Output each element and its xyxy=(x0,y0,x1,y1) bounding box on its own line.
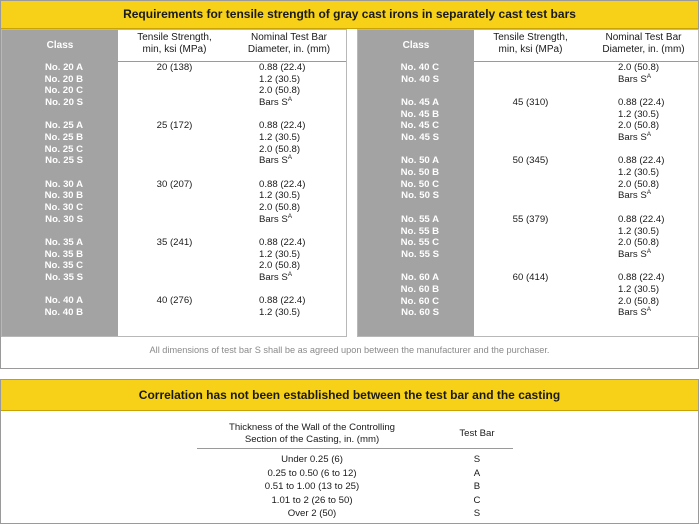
diameter-text: 2.0 (50.8) xyxy=(618,178,660,190)
diameter-cell xyxy=(259,144,300,156)
diameter-text: 1.2 (30.5) xyxy=(618,108,660,120)
diameter-text: 1.2 (30.5) xyxy=(259,307,301,319)
diameter-cell xyxy=(259,307,300,319)
diameter-text: Bars S xyxy=(618,190,647,202)
table-row xyxy=(1,507,698,520)
diameter-cell xyxy=(259,202,300,214)
class-cell: No. 50 B xyxy=(400,167,439,179)
table-row xyxy=(2,190,346,202)
table-row xyxy=(358,190,698,202)
diameter-cell xyxy=(259,260,300,272)
class-cell: No. 60 A xyxy=(400,272,439,284)
table-row xyxy=(2,155,346,167)
header-test-bar-diameter: Nominal Test Bar Diameter, in. (mm) xyxy=(247,32,331,55)
table-row xyxy=(2,74,346,86)
diameter-text: 0.88 (22.4) xyxy=(259,120,306,132)
diameter-text: 2.0 (50.8) xyxy=(259,260,301,272)
correlation-table xyxy=(0,379,699,524)
diameter-cell xyxy=(259,155,292,167)
tensile-cell: 60 (414) xyxy=(512,272,549,284)
class-cell: No. 25 C xyxy=(44,143,83,155)
tensile-cell: 35 (241) xyxy=(156,236,193,248)
table-row xyxy=(358,226,698,238)
class-cell: No. 60 B xyxy=(400,283,439,295)
diameter-cell xyxy=(618,120,659,132)
diameter-cell xyxy=(259,214,292,226)
diameter-text: 1.2 (30.5) xyxy=(618,167,660,179)
tensile-cell: 20 (138) xyxy=(156,62,193,73)
diameter-text: 1.2 (30.5) xyxy=(259,73,301,85)
class-cell: No. 50 A xyxy=(400,155,439,167)
class-cell: No. 45 S xyxy=(401,131,439,143)
footnote-marker: A xyxy=(287,95,293,103)
header-test-bar: Test Bar xyxy=(459,428,495,439)
header-class: Class xyxy=(46,40,74,51)
thickness-cell: 0.51 to 1.00 (13 to 25) xyxy=(264,481,360,492)
tensile-cell: 50 (345) xyxy=(512,155,549,167)
class-cell: No. 60 S xyxy=(401,307,439,319)
diameter-cell xyxy=(259,74,300,86)
diameter-text: 2.0 (50.8) xyxy=(259,201,301,213)
diameter-text: Bars S xyxy=(259,96,288,108)
class-cell: No. 20 B xyxy=(44,73,83,85)
table1-right-panel xyxy=(357,29,699,337)
diameter-cell xyxy=(618,249,651,261)
class-cell: No. 30 S xyxy=(45,213,83,225)
diameter-text: Bars S xyxy=(618,307,647,319)
header-wall-thickness: Thickness of the Wall of the Controlling Section of the Casting, in. (mm) xyxy=(228,422,395,445)
diameter-cell xyxy=(618,109,659,121)
class-cell: No. 45 A xyxy=(400,96,439,108)
table-row xyxy=(2,179,346,191)
class-cell: No. 20 A xyxy=(44,62,83,73)
class-cell: No. 50 S xyxy=(401,190,439,202)
class-cell: No. 45 C xyxy=(400,120,439,132)
diameter-cell xyxy=(259,179,305,191)
class-cell: No. 55 A xyxy=(400,213,439,225)
class-cell: No. 35 S xyxy=(45,271,83,283)
table-row xyxy=(358,109,698,121)
table-row xyxy=(2,85,346,97)
table-row xyxy=(2,272,346,284)
class-cell: No. 55 B xyxy=(400,225,439,237)
diameter-cell xyxy=(618,167,659,179)
diameter-cell xyxy=(618,214,664,226)
diameter-cell xyxy=(259,85,300,97)
diameter-text: 1.2 (30.5) xyxy=(618,225,660,237)
table1-title: Requirements for tensile strength of gray cast irons in separately cast test bars xyxy=(1,1,698,29)
diameter-text: 0.88 (22.4) xyxy=(618,155,665,167)
test-bar-cell: S xyxy=(473,454,481,465)
diameter-text: 2.0 (50.8) xyxy=(259,143,301,155)
class-cell: No. 50 C xyxy=(400,178,439,190)
table-row xyxy=(1,467,698,480)
class-cell: No. 20 S xyxy=(45,96,83,108)
table-row xyxy=(358,272,698,284)
diameter-text: 2.0 (50.8) xyxy=(259,85,301,97)
diameter-cell xyxy=(618,132,651,144)
class-cell: No. 25 A xyxy=(44,120,83,132)
class-cell: No. 20 C xyxy=(44,85,83,97)
table-row xyxy=(2,260,346,272)
test-bar-cell: S xyxy=(473,508,481,519)
diameter-text: Bars S xyxy=(618,248,647,260)
tensile-cell: 30 (207) xyxy=(156,178,193,190)
table2-title: Correlation has not been established between the test bar and the casting xyxy=(1,380,698,411)
diameter-cell xyxy=(618,74,651,86)
footnote-marker: A xyxy=(646,72,652,80)
diameter-cell xyxy=(618,284,659,296)
diameter-text: 2.0 (50.8) xyxy=(618,120,660,132)
diameter-cell xyxy=(618,190,651,202)
table-row xyxy=(2,144,346,156)
class-cell: No. 35 C xyxy=(44,260,83,272)
diameter-text: 2.0 (50.8) xyxy=(618,295,660,307)
thickness-cell: 1.01 to 2 (26 to 50) xyxy=(271,494,353,506)
diameter-cell xyxy=(259,295,305,307)
correlation-body xyxy=(1,411,698,523)
class-cell: No. 40 S xyxy=(401,73,439,85)
class-cell: No. 45 B xyxy=(400,108,439,120)
class-cell: No. 35 B xyxy=(44,248,83,260)
header-divider xyxy=(197,448,513,449)
diameter-cell xyxy=(259,97,292,109)
tensile-cell: 55 (379) xyxy=(512,213,549,225)
table-row xyxy=(358,214,698,226)
footnote-marker: A xyxy=(646,189,652,197)
diameter-text: 0.88 (22.4) xyxy=(618,272,665,284)
diameter-text: 2.0 (50.8) xyxy=(618,62,660,73)
class-cell: No. 25 S xyxy=(45,155,83,167)
class-cell: No. 40 B xyxy=(44,307,83,319)
table-row xyxy=(358,132,698,144)
diameter-cell xyxy=(618,97,664,109)
table-row xyxy=(1,480,698,493)
table-row xyxy=(2,214,346,226)
footnote-marker: A xyxy=(287,270,293,278)
thickness-cell: Over 2 (50) xyxy=(287,508,337,519)
table-row xyxy=(358,155,698,167)
table-row xyxy=(1,494,698,507)
footnote-marker: A xyxy=(646,305,652,313)
table-row xyxy=(358,249,698,261)
diameter-cell xyxy=(618,179,659,191)
diameter-text: 0.88 (22.4) xyxy=(618,213,665,225)
diameter-cell xyxy=(618,226,659,238)
diameter-text: Bars S xyxy=(259,271,288,283)
class-cell: No. 40 C xyxy=(400,62,439,73)
table-row xyxy=(358,74,698,86)
diameter-cell xyxy=(618,307,651,319)
class-cell: No. 30 A xyxy=(44,178,83,190)
class-cell: No. 30 B xyxy=(44,190,83,202)
class-cell: No. 55 C xyxy=(400,237,439,249)
diameter-text: 1.2 (30.5) xyxy=(259,248,301,260)
class-cell: No. 35 A xyxy=(44,236,83,248)
table1-right-rows xyxy=(358,62,698,319)
class-cell: No. 55 S xyxy=(401,248,439,260)
table-row xyxy=(2,62,346,74)
diameter-text: 1.2 (30.5) xyxy=(618,283,660,295)
table-row xyxy=(358,307,698,319)
table-row xyxy=(2,249,346,261)
footnote-marker: A xyxy=(287,212,293,220)
diameter-text: Bars S xyxy=(259,155,288,167)
class-cell: No. 30 C xyxy=(44,201,83,213)
table-row xyxy=(1,453,698,466)
diameter-text: 0.88 (22.4) xyxy=(259,236,306,248)
tensile-cell: 25 (172) xyxy=(156,120,193,132)
thickness-cell: Under 0.25 (6) xyxy=(281,454,343,465)
diameter-cell xyxy=(259,272,292,284)
diameter-text: Bars S xyxy=(618,73,647,85)
diameter-cell xyxy=(618,155,664,167)
test-bar-cell: A xyxy=(473,467,481,479)
diameter-text: Bars S xyxy=(618,131,647,143)
table-row xyxy=(2,307,346,319)
diameter-cell xyxy=(259,249,300,261)
table-row xyxy=(2,120,346,132)
header-class: Class xyxy=(402,40,430,51)
thickness-cell: 0.25 to 0.50 (6 to 12) xyxy=(267,467,357,479)
tensile-cell: 45 (310) xyxy=(512,96,549,108)
footnote-marker: A xyxy=(287,153,293,161)
tensile-cell: 40 (276) xyxy=(156,295,193,307)
class-cell: No. 25 B xyxy=(44,131,83,143)
table-row xyxy=(358,284,698,296)
test-bar-cell: B xyxy=(473,481,481,492)
diameter-cell xyxy=(259,237,305,249)
diameter-text: 0.88 (22.4) xyxy=(259,62,306,73)
header-tensile-strength: Tensile Strength, min, ksi (MPa) xyxy=(137,32,212,55)
diameter-cell xyxy=(618,62,659,74)
class-cell: No. 60 C xyxy=(400,295,439,307)
diameter-cell xyxy=(618,237,659,249)
table-row xyxy=(2,132,346,144)
table-row xyxy=(2,202,346,214)
diameter-cell xyxy=(618,272,664,284)
table-row xyxy=(358,97,698,109)
diameter-text: 0.88 (22.4) xyxy=(259,178,306,190)
diameter-text: 0.88 (22.4) xyxy=(618,96,665,108)
table1-footnote: All dimensions of test bar S shall be as agreed upon between the manufacturer and the purchaser. xyxy=(149,345,550,355)
diameter-text: 1.2 (30.5) xyxy=(259,131,301,143)
diameter-cell xyxy=(259,132,300,144)
footnote-marker: A xyxy=(646,247,652,255)
test-bar-cell: C xyxy=(473,494,481,506)
table1-left-panel xyxy=(1,29,347,337)
diameter-text: Bars S xyxy=(259,213,288,225)
footnote-marker: A xyxy=(646,130,652,138)
table-row xyxy=(358,167,698,179)
table-row xyxy=(2,97,346,109)
header-tensile-strength: Tensile Strength, min, ksi (MPa) xyxy=(493,32,568,55)
diameter-cell xyxy=(259,62,305,74)
diameter-cell xyxy=(259,120,305,132)
table-row xyxy=(2,237,346,249)
class-cell: No. 40 A xyxy=(44,295,83,307)
diameter-text: 0.88 (22.4) xyxy=(259,295,306,307)
diameter-cell xyxy=(259,190,300,202)
header-test-bar-diameter: Nominal Test Bar Diameter, in. (mm) xyxy=(602,32,685,55)
diameter-cell xyxy=(618,296,659,308)
diameter-text: 1.2 (30.5) xyxy=(259,190,301,202)
diameter-text: 2.0 (50.8) xyxy=(618,237,660,249)
table1-left-rows xyxy=(2,62,346,319)
table-row xyxy=(2,295,346,307)
